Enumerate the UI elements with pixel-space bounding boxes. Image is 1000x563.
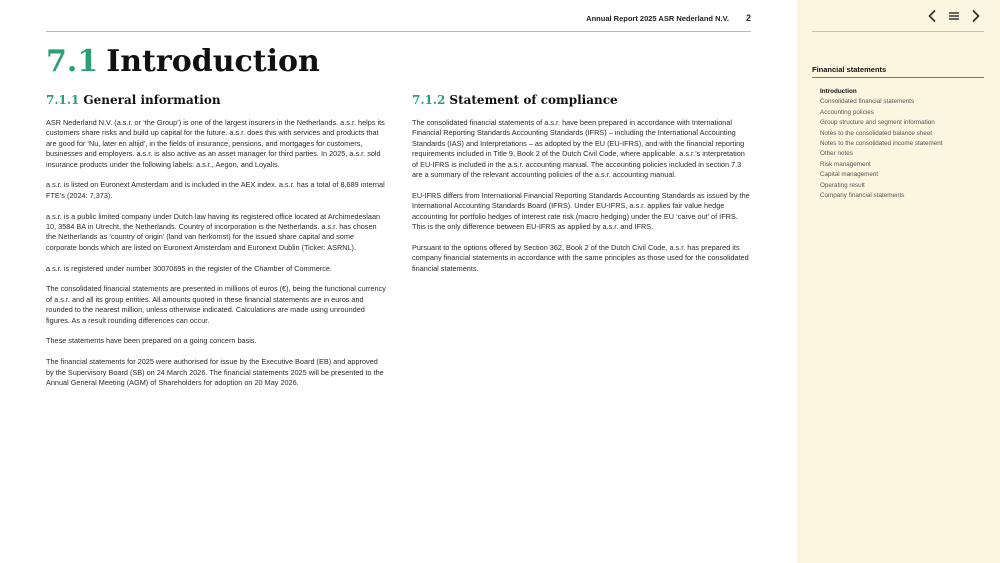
menu-button[interactable] xyxy=(946,8,962,24)
page-title-text: Introduction xyxy=(106,44,320,79)
section-heading xyxy=(46,93,386,107)
menu-icon xyxy=(946,8,962,24)
paragraph: The financial statements for 2025 were authorised for issue by the Executive Board (EB) and approved by the Supervisory Board (SB) on 24 March 2026. The financial statements 2025 will be presented to the Annual General Meeting (AGM) of Shareholders for adoption on 20 May 2026. xyxy=(46,357,384,388)
page-title-number: 7.1 xyxy=(46,44,99,79)
paragraph: EU-IFRS differs from International Financial Reporting Standards Accounting Standards as issued by the International Accounting Standards Board (IFRS). Under EU-IFRS, a.s.r. applies fair value hedge accounting for portfolio hedges of interest rate risk (macro hedging) under the EU ‘carve out’ of IFRS. This is the only difference between EU-IFRS as applied by a.s.r. and IFRS. xyxy=(412,190,750,232)
toc-item-notes-balance-sheet[interactable]: Notes to the consolidated balance sheet xyxy=(820,129,933,137)
paragraph: a.s.r. is listed on Euronext Amsterdam and is included in the AEX index. a.s.r. has a total of 8,689 internal FTE’s (2024: 7,373). xyxy=(46,180,385,200)
toc-item-other-notes[interactable]: Other notes xyxy=(820,150,853,158)
section-general-information xyxy=(46,93,386,399)
toc-item-notes-income-statement[interactable]: Notes to the consolidated income statement xyxy=(820,140,943,148)
toc-item-risk-management[interactable]: Risk management xyxy=(820,160,871,168)
paragraph: ASR Nederland N.V. (a.s.r. or ‘the Group’) is one of the largest insurers in the Netherlands. a.s.r. helps its customers share risks and build up capital for the future. a.s.r. does this with services and products that are good for ‘Nu, later en altijd’, in the fields of insurance, pensions, and mortgages for customers, businesses and employers. a.s.r. is also active as an asset manager for third parties. In 2025, a.s.r. sold insurance products under the following labels: a.s.r., Aegon, and Loyalis. xyxy=(46,118,385,169)
chevron-left-icon xyxy=(924,8,940,24)
paragraph: Pursuant to the options offered by Section 362, Book 2 of the Dutch Civil Code, a.s.r. has prepared its company financial statements in accordance with the same principles as those used for the consolidated financial statements. xyxy=(412,242,749,273)
section-heading-text: Statement of compliance xyxy=(449,93,618,107)
toc-item-company-financial-statements[interactable]: Company financial statements xyxy=(820,192,905,200)
sidebar-divider xyxy=(812,31,984,32)
paragraph: a.s.r. is a public limited company under Dutch law having its registered office located at Archimedeslaan 10, 3584 BA in Utrecht, the Netherlands. Country of incorporation is the Netherlands. a.s.r. has chosen the Netherlands as ‘country of origin’ (land van herkomst) for the issued share capital and some corporate bonds which are listed on Euronext Amsterdam and Euronext Dublin (Ticker: ASRNL). xyxy=(46,211,381,252)
toc-item-introduction[interactable]: Introduction xyxy=(820,88,857,95)
section-heading-text: General information xyxy=(83,93,221,107)
toc-item-consolidated-financial-statements[interactable]: Consolidated financial statements xyxy=(820,98,915,106)
toc-heading[interactable]: Financial statements xyxy=(812,65,984,78)
page-number: 2 xyxy=(745,13,751,23)
section-number: 7.1.1 xyxy=(46,93,80,107)
section-heading xyxy=(412,93,752,107)
toc-list xyxy=(820,87,943,201)
page-title xyxy=(46,44,320,79)
toc-item-operating-result[interactable]: Operating result xyxy=(820,181,865,189)
section-statement-of-compliance xyxy=(412,93,752,284)
paragraph: The consolidated financial statements are presented in millions of euros (€), being the functional currency of a.s.r. and all its group entities. All amounts quoted in these financial statements are in euros and rounded to the nearest million, unless otherwise indicated. Calculations are made using unrounded figures. As a result rounding differences can occur. xyxy=(46,284,386,325)
chevron-right-icon xyxy=(968,8,984,24)
section-number: 7.1.2 xyxy=(412,93,446,107)
report-title: Annual Report 2025 ASR Nederland N.V. xyxy=(586,14,729,23)
previous-page-button[interactable] xyxy=(924,8,940,24)
paragraph: The consolidated financial statements of a.s.r. have been prepared in accordance with International Financial Reporting Standards Accounting Standards (IFRS) – including the International Accounting Standards (IAS) and Interpretations – as adopted by the EU (EU-IFRS), and with the financial reporting requirements included in Title 9, Book 2 of the Dutch Civil Code, where applicable. a.s.r.’s interpretation of EU-IFRS is included in the a.s.r. accounting manual. The accounting policies included in section 7.3 are a summary of the relevant accounting policies of the a.s.r. accounting manual. xyxy=(412,118,745,180)
toc-item-group-structure[interactable]: Group structure and segment information xyxy=(820,119,935,127)
paragraph: a.s.r. is registered under number 30070695 in the register of the Chamber of Commerce. xyxy=(46,263,332,273)
page-header xyxy=(46,0,751,32)
toc-item-capital-management[interactable]: Capital management xyxy=(820,171,879,179)
next-page-button[interactable] xyxy=(968,8,984,24)
paragraph: These statements have been prepared on a going concern basis. xyxy=(46,336,257,346)
sidebar xyxy=(797,0,1000,563)
toc-item-accounting-policies[interactable]: Accounting policies xyxy=(820,108,874,116)
